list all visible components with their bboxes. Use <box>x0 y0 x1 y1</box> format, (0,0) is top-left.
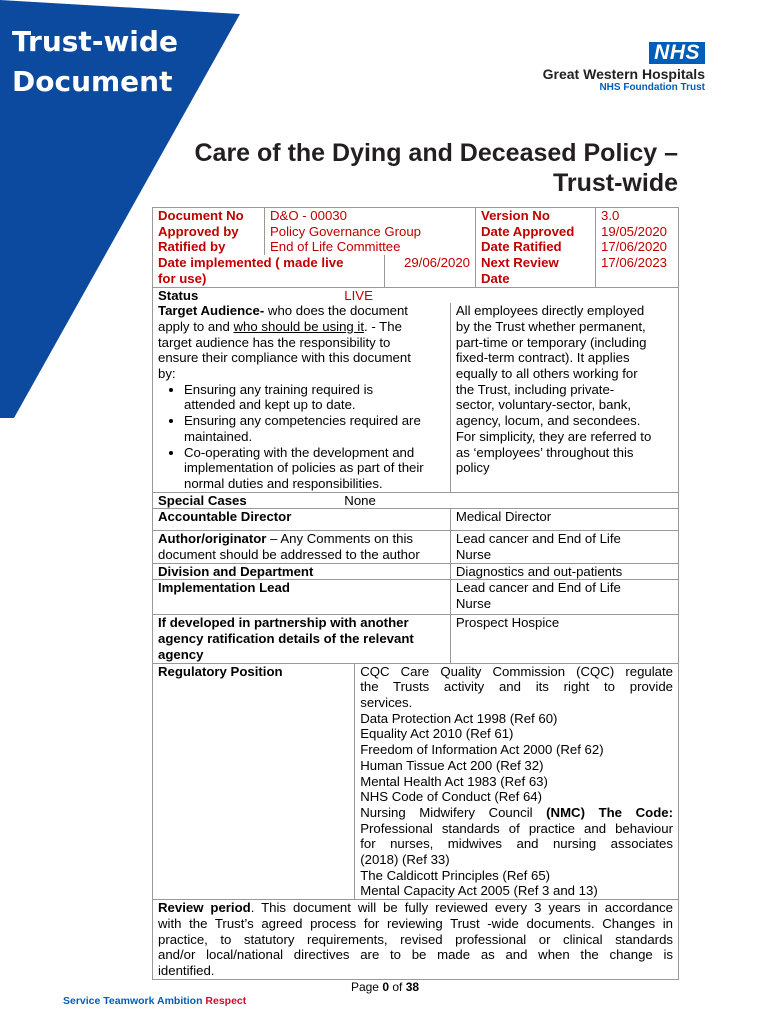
row-special-cases <box>152 492 679 509</box>
target-audience-text: who does the document <box>264 303 408 319</box>
label-next-review-line-1: Next Review <box>481 255 559 271</box>
title-line-1: Care of the Dying and Deceased Policy – <box>194 139 678 167</box>
value-date-implemented: 29/06/2020 <box>384 255 475 286</box>
label-ratified-by: Ratified by <box>158 239 226 255</box>
label-author <box>153 531 450 562</box>
banner-line-2: Document <box>12 65 173 98</box>
regulatory-line: Mental Capacity Act 2005 (Ref 3 and 13) <box>360 883 598 899</box>
row-ratified-by <box>152 239 679 255</box>
regulatory-line: services. <box>360 694 413 710</box>
bullet-item <box>184 382 445 413</box>
value-regulatory-position <box>354 664 678 900</box>
bullet-line: • Ensuring any training required is <box>184 381 374 397</box>
row-review-period <box>152 899 679 980</box>
value-division: Diagnostics and out-patients <box>450 564 678 580</box>
logo-trust-type: NHS Foundation Trust <box>599 82 705 93</box>
review-line: with the Trust’s agreed process for reviewing Trust -wide documents. Changes in <box>158 915 673 931</box>
review-period-text <box>153 900 678 979</box>
value-respect: Respect <box>205 995 247 1007</box>
bullet-line: normal duties and responsibilities. <box>184 475 383 491</box>
review-line: and/or local/national directives are to be made as and when the change is <box>158 947 673 963</box>
value-status: LIVE <box>344 287 373 303</box>
target-audience-text: apply to and <box>158 318 234 334</box>
bullet-line: attended and kept up to date. <box>184 397 356 413</box>
target-audience-underlined: who should be using it <box>233 318 365 334</box>
audience-value-line: agency, locum, and secondees. <box>455 413 641 429</box>
label-target-audience: Target Audience- <box>158 303 265 319</box>
target-audience-line: by: <box>158 366 176 382</box>
label-version: Version No <box>475 208 595 224</box>
impl-lead-value-line: Lead cancer and End of Life <box>455 580 621 596</box>
audience-value-line: as ‘employees’ throughout this <box>455 444 634 460</box>
document-title <box>158 138 678 198</box>
label-special-cases: Special Cases <box>158 492 247 508</box>
value-accountable-director: Medical Director <box>450 509 678 530</box>
page-label: of <box>389 980 406 994</box>
row-date-implemented <box>152 255 679 286</box>
row-target-audience <box>152 303 679 491</box>
value-ambition: Ambition <box>157 995 203 1007</box>
row-status <box>152 287 679 304</box>
value-date-ratified: 17/06/2020 <box>595 239 678 255</box>
audience-value-line: sector, voluntary-sector, bank, <box>455 397 632 413</box>
impl-lead-value-line: Nurse <box>455 596 492 612</box>
target-audience-text: . - The <box>364 318 402 334</box>
partnership-label-line: agency ratification details of the relevant <box>158 631 414 647</box>
bullet-line: • Ensuring any competencies required are <box>184 413 421 429</box>
bullet-line: • Co-operating with the development and <box>184 444 415 460</box>
label-status: Status <box>158 287 199 303</box>
label-author-title: Author/originator <box>158 531 267 547</box>
author-value-line: Lead cancer and End of Life <box>455 531 621 547</box>
row-partnership <box>152 614 679 662</box>
page-label: Page <box>350 980 383 994</box>
value-service: Service <box>63 995 101 1007</box>
value-version: 3.0 <box>595 208 678 224</box>
value-teamwork: Teamwork <box>103 995 155 1007</box>
banner-line-1: Trust-wide <box>12 25 178 58</box>
regulatory-line: NHS Code of Conduct (Ref 64) <box>360 789 543 805</box>
regulatory-line: Mental Health Act 1983 (Ref 63) <box>360 773 548 789</box>
audience-value-line: For simplicity, they are referred to <box>455 428 652 444</box>
label-author-text: – Any Comments on this <box>266 531 414 547</box>
partnership-label-line: If developed in partnership with another <box>158 615 409 631</box>
review-text: . This document will be fully reviewed every 3 years in accordance <box>250 900 673 916</box>
row-document-no <box>152 207 679 224</box>
audience-value-line: part-time or temporary (including <box>455 334 647 350</box>
regulatory-line: Freedom of Information Act 2000 (Ref 62) <box>360 742 604 758</box>
bullet-line: implementation of policies as part of their <box>184 460 424 476</box>
value-document-no: D&O - 00030 <box>264 208 475 224</box>
value-author <box>450 531 678 562</box>
label-date-implemented <box>153 255 384 286</box>
bullet-line: maintained. <box>184 428 253 444</box>
value-next-review: 17/06/2023 <box>595 255 678 286</box>
regulatory-line: CQC Care Quality Commission (CQC) regulate <box>360 663 673 679</box>
row-approved-by <box>152 224 679 240</box>
target-audience-line: ensure their compliance with this document <box>158 350 411 366</box>
nhs-logo <box>543 42 705 93</box>
target-audience-bullets <box>158 382 445 492</box>
label-author-text: document should be addressed to the author <box>158 547 420 563</box>
review-line: identified. <box>158 962 215 978</box>
regulatory-line: Professional standards of practice and behaviour <box>360 820 673 836</box>
audience-value-line: the Trust, including private- <box>455 381 615 397</box>
regulatory-line: the Trusts activity and its right to provide <box>360 679 673 695</box>
label-partnership <box>153 615 450 662</box>
regulatory-line <box>360 805 673 821</box>
audience-value-line: All employees directly employed <box>455 303 645 319</box>
row-author <box>152 530 679 562</box>
row-regulatory-position <box>152 663 679 900</box>
nmc-code: (NMC) The Code: <box>546 804 673 820</box>
row-implementation-lead <box>152 579 679 614</box>
audience-value-line: fixed-term contract). It applies <box>455 350 630 366</box>
label-date-implemented-line-2: for use) <box>158 270 207 286</box>
regulatory-line: Data Protection Act 1998 (Ref 60) <box>360 710 558 726</box>
page-total: 38 <box>405 980 420 994</box>
label-date-ratified: Date Ratified <box>475 239 595 255</box>
audience-value-line: policy <box>455 460 490 476</box>
audience-value-line: by the Trust whether permanent, <box>455 318 646 334</box>
label-document-no: Document No <box>158 208 244 223</box>
page-number <box>0 980 770 994</box>
label-date-approved: Date Approved <box>475 224 595 240</box>
partnership-label-line: agency <box>158 646 204 662</box>
value-implementation-lead <box>450 580 678 614</box>
label-review-period: Review period <box>158 900 251 916</box>
row-division <box>152 563 679 580</box>
target-audience-description <box>153 303 450 491</box>
regulatory-line: Equality Act 2010 (Ref 61) <box>360 726 514 742</box>
bullet-item <box>184 445 445 492</box>
trust-values <box>63 995 246 1007</box>
value-ratified-by: End of Life Committee <box>264 239 475 255</box>
regulatory-line: Human Tissue Act 200 (Ref 32) <box>360 757 544 773</box>
regulatory-line: for nurses, midwives and nursing associates <box>360 836 673 852</box>
value-target-audience <box>450 303 678 491</box>
label-regulatory-position: Regulatory Position <box>158 663 283 679</box>
label-next-review-line-2: Date <box>481 270 510 286</box>
nmc-text: Nursing Midwifery Council <box>360 804 547 820</box>
regulatory-line: The Caldicott Principles (Ref 65) <box>360 867 551 883</box>
label-division: Division and Department <box>158 563 314 579</box>
review-line: practice, to statutory requirements, revised professional or clinical standards <box>158 931 673 947</box>
value-approved-by: Policy Governance Group <box>264 224 475 240</box>
author-value-line: Nurse <box>455 547 492 563</box>
title-line-2: Trust-wide <box>552 169 678 197</box>
label-approved-by: Approved by <box>158 223 239 239</box>
label-next-review <box>475 255 595 286</box>
target-audience-line: target audience has the responsibility to <box>158 334 391 350</box>
regulatory-line: (2018) (Ref 33) <box>360 852 450 868</box>
document-control-table <box>152 207 679 980</box>
value-partnership: Prospect Hospice <box>450 615 678 662</box>
value-special-cases: None <box>344 492 376 508</box>
value-date-approved: 19/05/2020 <box>595 224 678 240</box>
label-date-implemented-line-1: Date implemented ( made live <box>158 255 344 271</box>
nhs-wordmark: NHS <box>649 42 705 64</box>
row-accountable-director <box>152 508 679 530</box>
bullet-item <box>184 413 445 444</box>
label-implementation-lead: Implementation Lead <box>158 580 290 596</box>
logo-trust-name: Great Western Hospitals <box>542 66 705 82</box>
page-current: 0 <box>382 980 389 994</box>
audience-value-line: equally to all others working for <box>455 366 638 382</box>
label-accountable-director: Accountable Director <box>158 509 292 525</box>
